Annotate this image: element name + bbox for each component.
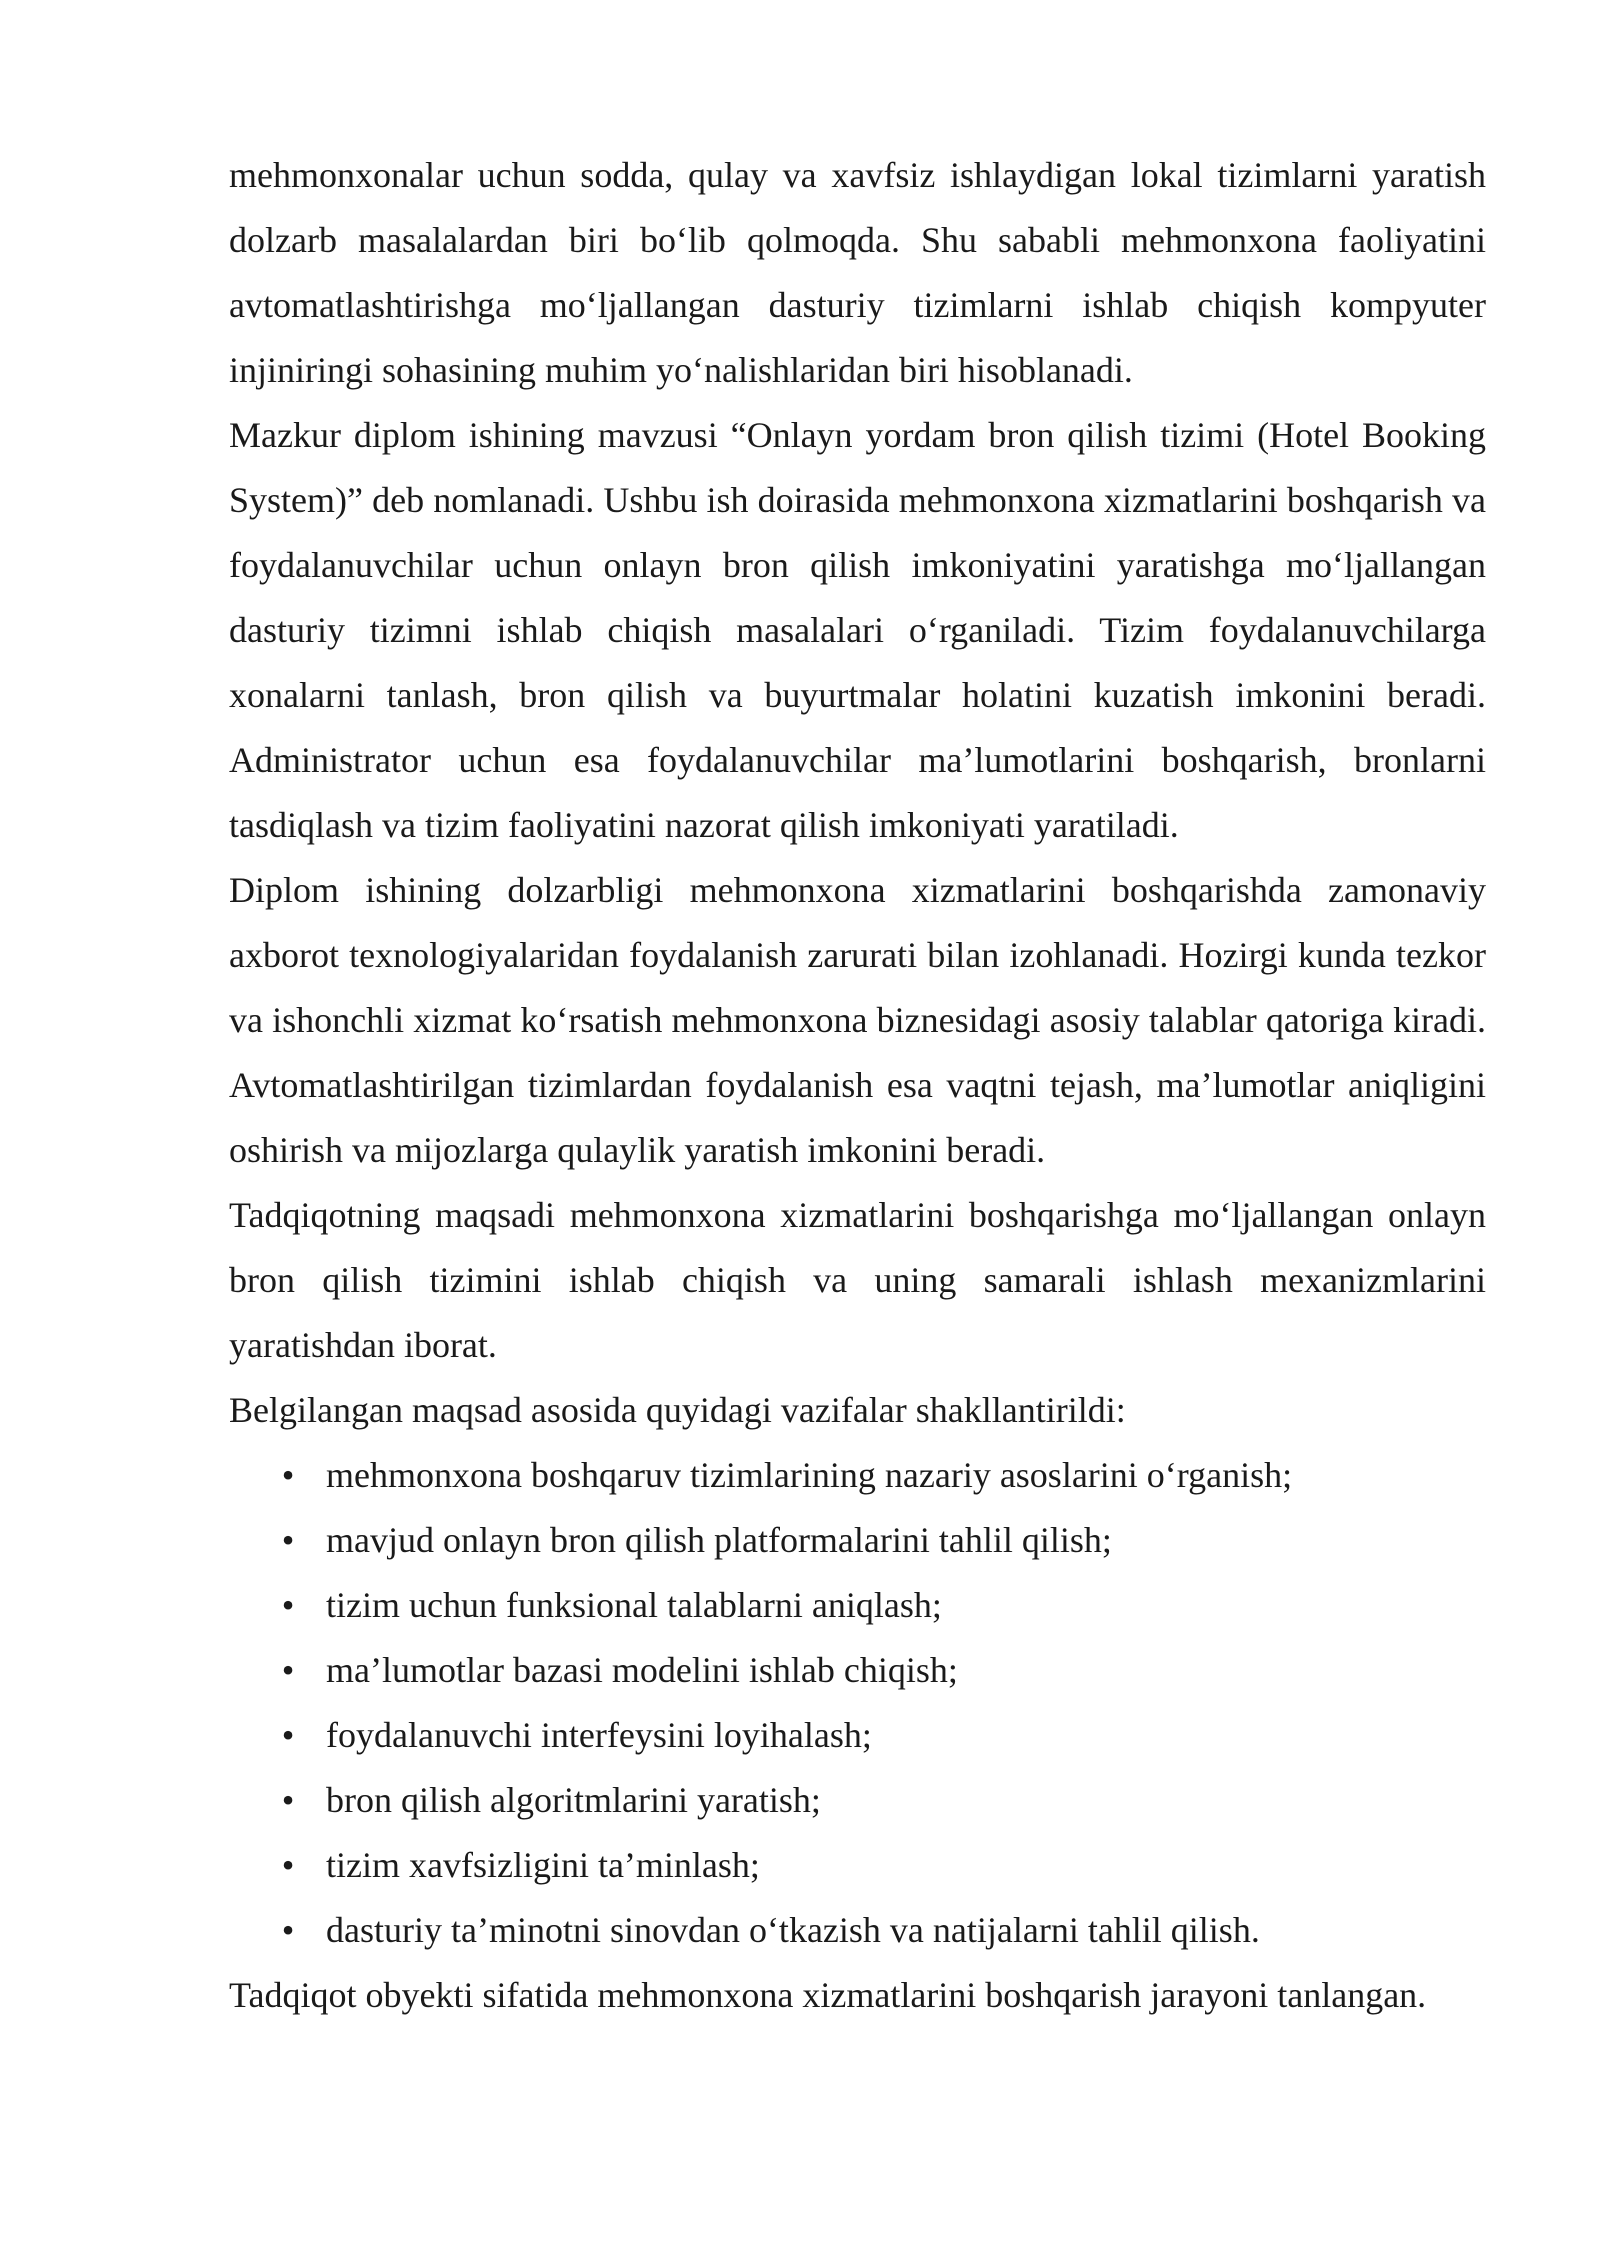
- list-item-text: dasturiy ta’minotni sinovdan o‘tkazish va natijalarni tahlil qilish.: [326, 1910, 1260, 1950]
- list-item-text: tizim uchun funksional talablarni aniqlash;: [326, 1585, 942, 1625]
- bullet-icon: •: [281, 1520, 295, 1560]
- list-item-text: foydalanuvchi interfeysini loyihalash;: [326, 1715, 872, 1755]
- bullet-icon: •: [281, 1650, 295, 1690]
- list-item-text: tizim xavfsizligini ta’minlash;: [326, 1845, 760, 1885]
- bullet-icon: •: [281, 1845, 295, 1885]
- list-item-text: ma’lumotlar bazasi modelini ishlab chiqish;: [326, 1650, 958, 1690]
- bullet-icon: •: [281, 1715, 295, 1755]
- list-item-text: mehmonxona boshqaruv tizimlarining nazariy asoslarini o‘rganish;: [326, 1455, 1293, 1495]
- bullet-icon: •: [281, 1585, 295, 1625]
- paragraph-goal: Tadqiqotning maqsadi mehmonxona xizmatlarini boshqarishga mo‘ljallangan onlayn bron qilish tizimini ishlab chiqish va uning samarali ishlash mexanizmlarini yaratishdan iborat.: [229, 1195, 1486, 1365]
- list-item-text: bron qilish algoritmlarini yaratish;: [326, 1780, 821, 1820]
- list-item: [229, 1703, 1486, 1768]
- paragraph-relevance: Diplom ishining dolzarbligi mehmonxona xizmatlarini boshqarishda zamonaviy axborot texnologiyalaridan foydalanish zarurati bilan izohlanadi. Hozirgi kunda tezkor va ishonchli xizmat ko‘rsatish mehmonxona biznesidagi asosiy talablar qatoriga kiradi. Avtomatlashtirilgan tizimlardan foydalanish esa vaqtni tejash, ma’lumotlar aniqligini oshirish va mijozlarga qulaylik yaratish imkonini beradi.: [229, 870, 1486, 1170]
- list-item-text: mavjud onlayn bron qilish platformalarini tahlil qilish;: [326, 1520, 1112, 1560]
- paragraph-topic: Mazkur diplom ishining mavzusi “Onlayn yordam bron qilish tizimi (Hotel Booking System)” deb nomlanadi. Ushbu ish doirasida mehmonxona xizmatlarini boshqarish va foydalanuvchilar uchun onlayn bron qilish imkoniyatini yaratishga mo‘ljallangan dasturiy tizimni ishlab chiqish masalalari o‘rganiladi. Tizim foydalanuvchilarga xonalarni tanlash, bron qilish va buyurtmalar holatini kuzatish imkonini beradi. Administrator uchun esa foydalanuvchilar ma’lumotlarini boshqarish, bronlarni tasdiqlash va tizim faoliyatini nazorat qilish imkoniyati yaratiladi.: [229, 415, 1486, 845]
- list-item: [229, 1573, 1486, 1638]
- list-item: [229, 1638, 1486, 1703]
- paragraph-tasks-intro: Belgilangan maqsad asosida quyidagi vazifalar shakllantirildi:: [229, 1390, 1126, 1430]
- bullet-icon: •: [281, 1455, 295, 1495]
- list-item: [229, 1833, 1486, 1898]
- list-item: [229, 1898, 1486, 1963]
- task-list: [229, 1443, 1486, 1963]
- document-body: [229, 143, 1486, 2028]
- bullet-icon: •: [281, 1910, 295, 1950]
- list-item: [229, 1508, 1486, 1573]
- bullet-icon: •: [281, 1780, 295, 1820]
- list-item: [229, 1443, 1486, 1508]
- list-item: [229, 1768, 1486, 1833]
- paragraph-intro: mehmonxonalar uchun sodda, qulay va xavfsiz ishlaydigan lokal tizimlarni yaratish dolzarb masalalardan biri bo‘lib qolmoqda. Shu sababli mehmonxona faoliyatini avtomatlashtirishga mo‘ljallangan dasturiy tizimlarni ishlab chiqish kompyuter injiniringi sohasining muhim yo‘nalishlaridan biri hisoblanadi.: [229, 155, 1486, 390]
- paragraph-research-object: Tadqiqot obyekti sifatida mehmonxona xizmatlarini boshqarish jarayoni tanlangan.: [229, 1975, 1427, 2015]
